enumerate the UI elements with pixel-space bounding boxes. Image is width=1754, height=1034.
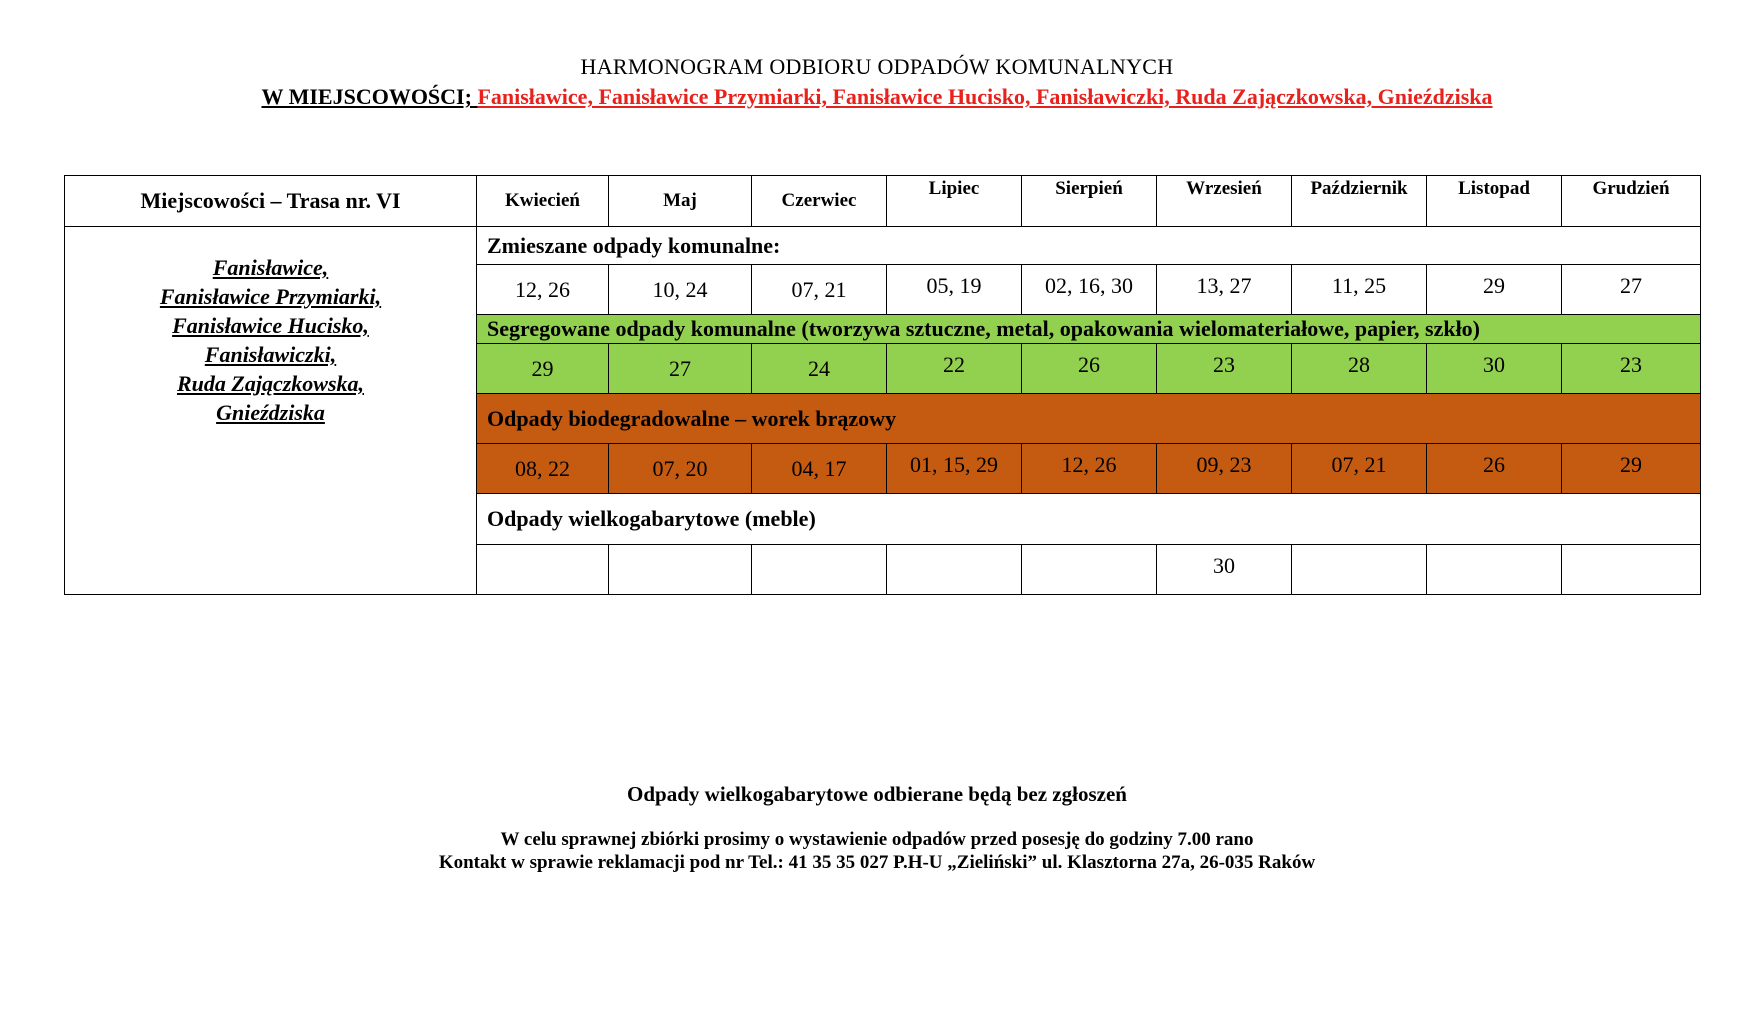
date-cell: 26 — [1022, 344, 1157, 394]
contact-note: Kontakt w sprawie reklamacji pod nr Tel.: 41 35 35 027 P.H-U „Zieliński” ul. Klasztorna 27a, 26-035 Raków — [438, 852, 1316, 873]
category-label-bio: Odpady biodegradowalne – worek brązowy — [477, 394, 1701, 444]
date-cell: 27 — [1562, 265, 1701, 315]
date-cell: 12, 26 — [1022, 444, 1157, 494]
date-cell: 01, 15, 29 — [887, 444, 1022, 494]
date-cell: 28 — [1292, 344, 1427, 394]
date-cell: 08, 22 — [477, 444, 609, 494]
date-cell: 27 — [609, 344, 752, 394]
date-cell: 07, 20 — [609, 444, 752, 494]
bulky-waste-note: Odpady wielkogabarytowe odbierane będą bez zgłoszeń — [627, 782, 1127, 806]
month-header: Lipiec — [887, 176, 1022, 227]
location-item: Gnieździska — [216, 400, 325, 425]
date-cell: 26 — [1427, 444, 1562, 494]
month-header: Listopad — [1427, 176, 1562, 227]
header-row — [65, 176, 1701, 227]
date-cell: 24 — [752, 344, 887, 394]
date-cell: 09, 23 — [1157, 444, 1292, 494]
month-header: Grudzień — [1562, 176, 1701, 227]
date-cell — [1292, 545, 1427, 595]
date-cell: 13, 27 — [1157, 265, 1292, 315]
category-label-segregated: Segregowane odpady komunalne (tworzywa sztuczne, metal, opakowania wielomateriałowe, papier, szkło) — [477, 315, 1701, 344]
date-cell — [1427, 545, 1562, 595]
date-cell: 29 — [477, 344, 609, 394]
location-item: Fanisławice, — [212, 255, 329, 280]
page-title: HARMONOGRAM ODBIORU ODPADÓW KOMUNALNYCH — [580, 54, 1174, 79]
date-cell: 07, 21 — [752, 265, 887, 315]
date-cell: 23 — [1157, 344, 1292, 394]
date-cell: 11, 25 — [1292, 265, 1427, 315]
locations-cell — [65, 227, 477, 595]
subtitle-prefix: W MIEJSCOWOŚCI; — [261, 84, 478, 109]
month-header: Październik — [1292, 176, 1427, 227]
date-cell: 07, 21 — [1292, 444, 1427, 494]
subtitle-places: Fanisławice, Fanisławice Przymiarki, Fanisławice Hucisko, Fanisławiczki, Ruda Zajączkowska, Gnieździska — [477, 84, 1493, 109]
location-item: Ruda Zajączkowska, — [176, 371, 365, 396]
date-cell: 12, 26 — [477, 265, 609, 315]
date-cell: 10, 24 — [609, 265, 752, 315]
date-cell — [887, 545, 1022, 595]
date-cell: 22 — [887, 344, 1022, 394]
collection-request-note: W celu sprawnej zbiórki prosimy o wystawienie odpadów przed posesję do godziny 7.00 rano — [500, 829, 1254, 850]
month-header: Kwiecień — [477, 176, 609, 227]
month-header: Czerwiec — [752, 176, 887, 227]
category-row-mixed — [65, 227, 1701, 265]
date-cell: 30 — [1427, 344, 1562, 394]
location-item: Fanisławice Hucisko, — [172, 313, 369, 338]
date-cell: 23 — [1562, 344, 1701, 394]
month-header: Sierpień — [1022, 176, 1157, 227]
schedule-table — [64, 175, 1701, 595]
date-cell — [752, 545, 887, 595]
month-header: Wrzesień — [1157, 176, 1292, 227]
date-cell — [477, 545, 609, 595]
month-header: Maj — [609, 176, 752, 227]
date-cell: 29 — [1562, 444, 1701, 494]
location-item: Fanisławice Przymiarki, — [159, 284, 382, 309]
date-cell — [609, 545, 752, 595]
category-label-bulky: Odpady wielkogabarytowe (meble) — [477, 494, 1701, 545]
location-header: Miejscowości – Trasa nr. VI — [65, 176, 477, 227]
date-cell — [1022, 545, 1157, 595]
date-cell: 04, 17 — [752, 444, 887, 494]
date-cell — [1562, 545, 1701, 595]
date-cell: 30 — [1157, 545, 1292, 595]
date-cell: 02, 16, 30 — [1022, 265, 1157, 315]
page-subtitle — [0, 84, 1754, 110]
date-cell: 05, 19 — [887, 265, 1022, 315]
date-cell: 29 — [1427, 265, 1562, 315]
location-item: Fanisławiczki, — [204, 342, 337, 367]
category-label-mixed: Zmieszane odpady komunalne: — [477, 227, 1701, 265]
